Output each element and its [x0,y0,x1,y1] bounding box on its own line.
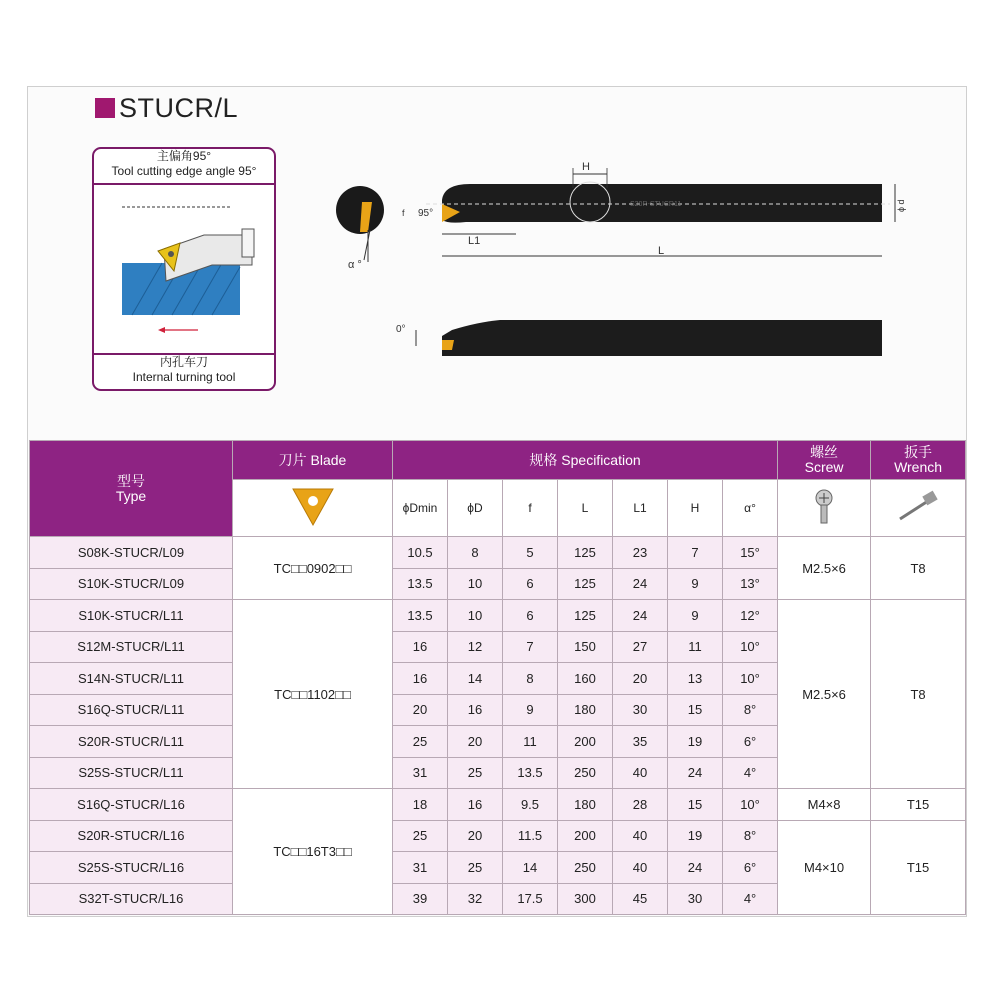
spec-header: 规格 Specification [393,441,778,480]
blade-cell: TC□□0902□□ [233,537,393,600]
wrench-cell: T8 [871,537,966,600]
internal-turning-illustration [102,187,266,351]
table-row: S08K-STUCR/L09 TC□□0902□□ 10.5 8 5 125 23 7 15° M2.5×6 T8 [30,537,966,569]
screw-cell: M2.5×6 [778,600,871,789]
screw-cell: M2.5×6 [778,537,871,600]
screw-cell: M4×10 [778,820,871,915]
table-row: S16Q-STUCR/L16 TC□□16T3□□ 18 16 9.5 180 28 15 10° M4×8 T15 [30,789,966,821]
wrench-icon [871,480,966,537]
table-row: S10K-STUCR/L11 TC□□1102□□ 13.5 10 6 125 24 9 12° M2.5×6 T8 [30,600,966,632]
specification-table [29,440,966,915]
col-h: H [668,480,723,537]
l1-label: L1 [468,235,481,247]
blade-insert-icon [233,480,393,537]
blade-cell: TC□□1102□□ [233,600,393,789]
table-row: S20R-STUCR/L11 25 20 11 200 35 19 6° [30,726,966,758]
table-row: S32T-STUCR/L16 39 32 17.5 300 45 30 4° [30,883,966,915]
wrench-cell: T15 [871,789,966,821]
table-row: S14N-STUCR/L11 16 14 8 160 20 13 10° [30,663,966,695]
table-row: S25S-STUCR/L11 31 25 13.5 250 40 24 4° [30,757,966,789]
title-square-icon [95,98,115,118]
col-f: f [503,480,558,537]
table-row: S12M-STUCR/L11 16 12 7 150 27 11 10° [30,631,966,663]
alpha-label: α ° [348,259,362,271]
tool-bottom-view [396,320,882,356]
col-l1: L1 [613,480,668,537]
type-header: 型号 Type [30,441,233,537]
screw-icon [778,480,871,537]
col-alpha: α° [723,480,778,537]
l-label: L [658,245,665,257]
zero-deg-label: 0° [396,324,406,335]
angle-header-cn: 主偏角95° [156,149,212,163]
col-dmin: ϕDmin [393,480,448,537]
table-row: S16Q-STUCR/L11 20 16 9 180 30 15 8° [30,694,966,726]
h-label: H [582,161,590,173]
d-label: ϕ d [896,199,906,212]
f-label: f [402,208,405,218]
angle-footer-en: Internal turning tool [132,370,236,384]
angle-box-footer [94,353,274,389]
wrench-cell: T8 [871,600,966,789]
cutting-angle-box [92,147,276,391]
blade-cell: TC□□16T3□□ [233,789,393,915]
title-text: STUCR/L [119,92,239,123]
wrench-cell: T15 [871,820,966,915]
table-row: S25S-STUCR/L16 31 25 14 250 40 24 6° [30,852,966,884]
screw-header: 螺丝 Screw [778,441,871,480]
blade-header: 刀片 Blade [233,441,393,480]
tool-end-view [336,186,384,271]
screw-cell: M4×8 [778,789,871,821]
angle-95-label: 95° [418,208,434,219]
table-row: S20R-STUCR/L16 25 20 11.5 200 40 19 8° M4×10 T15 [30,820,966,852]
svg-text:S20R-STUCR11: S20R-STUCR11 [630,201,682,208]
table-row: S10K-STUCR/L09 13.5 10 6 125 24 9 13° [30,568,966,600]
angle-header-en: Tool cutting edge angle 95° [111,164,257,178]
wrench-header: 扳手 Wrench [871,441,966,480]
tool-side-view [402,161,906,257]
page-title [95,93,238,123]
col-l: L [558,480,613,537]
angle-box-header [94,149,274,185]
tool-technical-drawing [330,150,910,380]
col-d: ϕD [448,480,503,537]
angle-footer-cn: 内孔车刀 [159,355,208,369]
